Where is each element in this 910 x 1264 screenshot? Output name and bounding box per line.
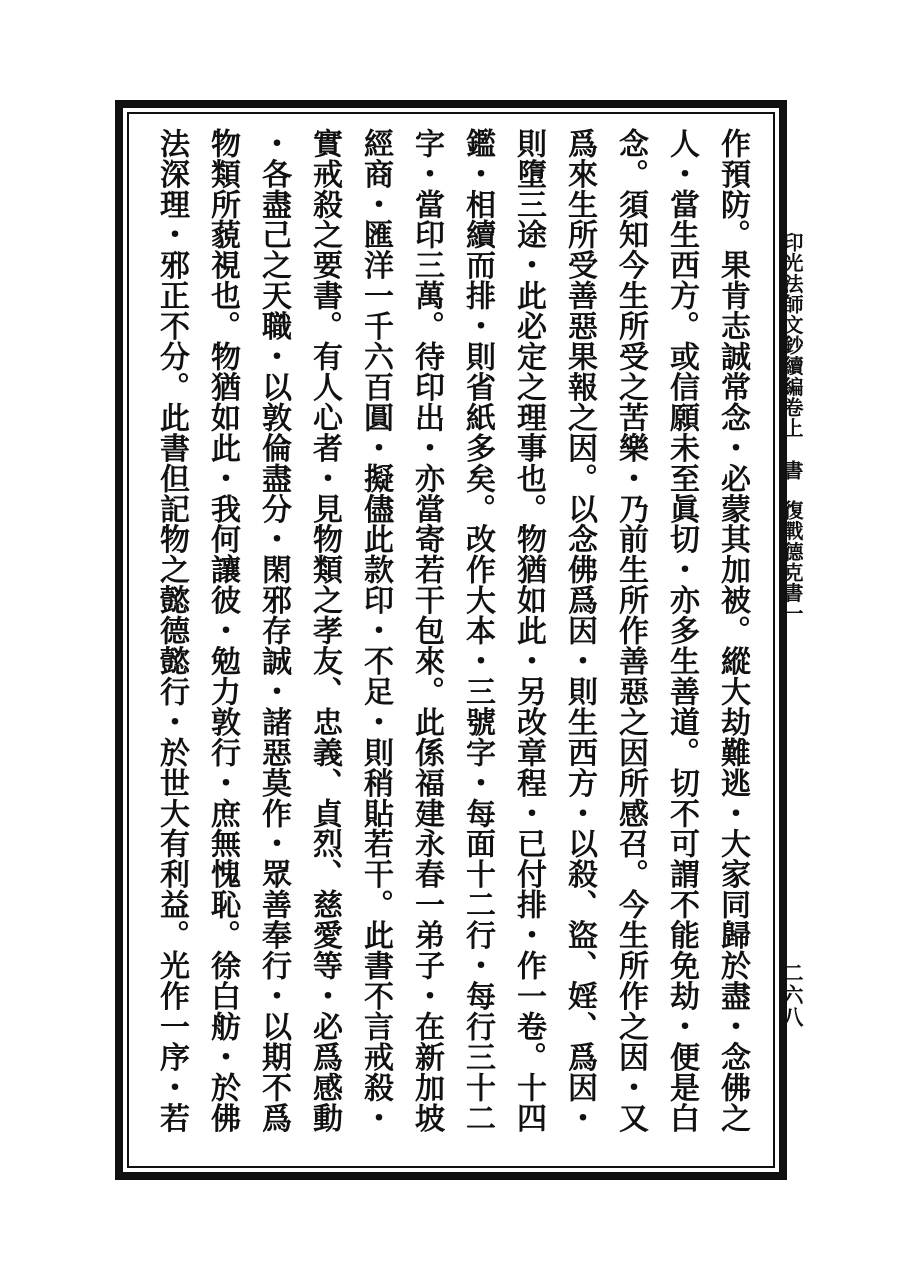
text-column-2: 人・當生西方。或信願未至眞切・亦多生善道。切不可謂不能免劫・便是白	[664, 128, 699, 1133]
page-number: 二六八	[780, 962, 805, 1028]
body-text	[146, 128, 758, 1148]
running-head-section: 書	[780, 460, 804, 480]
text-column-10: ・各盡己之天職・以敦倫盡分・閑邪存誠・諸惡莫作・眾善奉行・以期不爲	[256, 128, 291, 1133]
running-head-letter: 復戰德克書一	[780, 500, 804, 624]
text-column-12: 法深理・邪正不分。此書但記物之懿德懿行・於世大有利益。光作一序・若	[154, 128, 189, 1133]
text-column-7: 字・當印三萬。待印出・亦當寄若干包來。此係福建永春一弟子・在新加坡	[409, 128, 444, 1133]
text-column-8: 經商・匯洋一千六百圓・擬儘此款印・不足・則稍貼若干。此書不言戒殺・	[358, 128, 393, 1133]
text-column-11: 物類所藐視也。物猶如此・我何讓彼・勉力敦行・庶無愧恥。徐白舫・於佛	[205, 128, 240, 1133]
running-head-title: 印光法師文鈔續編卷上	[780, 232, 804, 438]
text-column-1: 作預防。果肯志誠常念・必蒙其加被。縱大劫難逃・大家同歸於盡・念佛之	[715, 128, 750, 1133]
text-column-5: 則墮三途・此必定之理事也。物猶如此・另改章程・已付排・作一卷。十四	[511, 128, 546, 1133]
text-column-9: 實戒殺之要書。有人心者・見物類之孝友、忠義、貞烈、慈愛等・必爲感動	[307, 128, 342, 1133]
text-column-6: 鑑・相續而排・則省紙多矣。改作大本・三號字・每面十二行・每行三十二	[460, 128, 495, 1133]
text-column-4: 爲來生所受善惡果報之因。以念佛爲因・則生西方・以殺、盜、婬、爲因・	[562, 128, 597, 1133]
text-column-3: 念。須知今生所受之苦樂・乃前生所作善惡之因所感召。今生所作之因・又	[613, 128, 648, 1133]
